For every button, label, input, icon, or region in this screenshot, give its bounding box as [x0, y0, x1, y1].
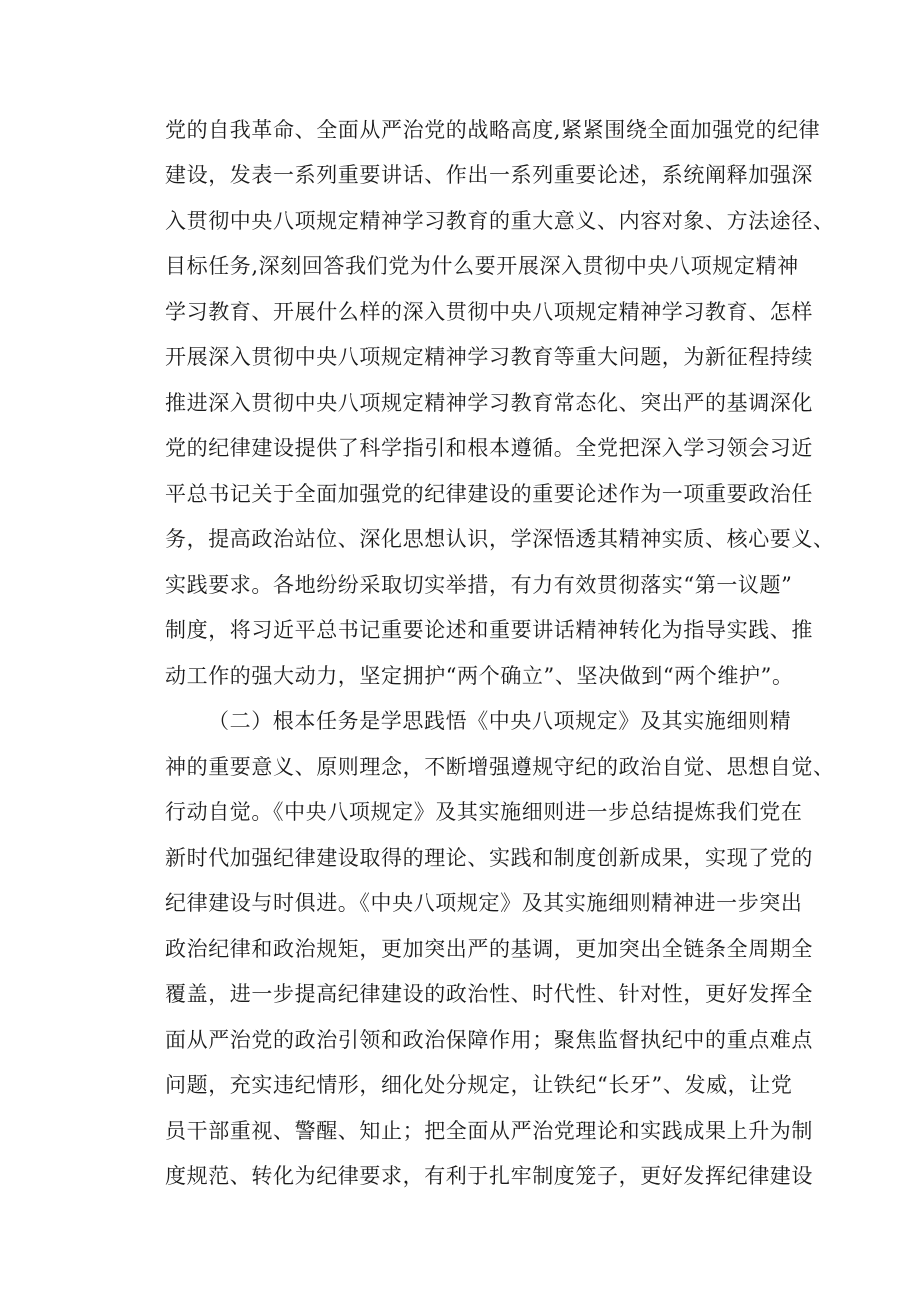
paragraph-line: 动工作的强大动力，坚定拥护“两个确立”、坚决做到“两个维护”。 — [165, 664, 794, 688]
paragraph-line: 学习教育、开展什么样的深入贯彻中央八项规定精神学习教育、怎样 — [165, 300, 813, 324]
paragraph-line: 度规范、转化为纪律要求，有利于扎牢制度笼子，更好发挥纪律建设 — [165, 1164, 813, 1188]
paragraph-line: 神的重要意义、原则理念，不断增强遵规守纪的政治自觉、思想自觉、 — [165, 755, 835, 779]
section-heading-line: （二）根本任务是学思践悟《中央八项规定》及其实施细则精 — [208, 709, 792, 733]
paragraph-line: 平总书记关于全面加强党的纪律建设的重要论述作为一项重要政治任 — [165, 482, 813, 506]
paragraph-line: 新时代加强纪律建设取得的理论、实践和制度创新成果，实现了党的 — [165, 846, 813, 870]
paragraph-line: 开展深入贯彻中央八项规定精神学习教育等重大问题，为新征程持续 — [165, 345, 813, 369]
paragraph-line: 员干部重视、警醒、知止；把全面从严治党理论和实践成果上升为制 — [165, 1119, 813, 1143]
paragraph-line: 行动自觉。《中央八项规定》及其实施细则进一步总结提炼我们党在 — [165, 800, 803, 824]
paragraph-line: 推进深入贯彻中央八项规定精神学习教育常态化、突出严的基调深化 — [165, 391, 813, 415]
paragraph-line: 问题，充实违纪情形，细化处分规定，让铁纪“长牙”、发威，让党 — [165, 1073, 793, 1097]
paragraph-line: 务，提高政治站位、深化思想认识，学深悟透其精神实质、核心要义、 — [165, 527, 835, 551]
paragraph-line: 政治纪律和政治规矩，更加突出严的基调，更加突出全链条全周期全 — [165, 937, 813, 961]
paragraph-line: 入贯彻中央八项规定精神学习教育的重大意义、内容对象、方法途径、 — [165, 209, 835, 233]
paragraph-line: 党的自我革命、全面从严治党的战略高度,紧紧围绕全面加强党的纪律 — [165, 118, 821, 142]
paragraph-line: 建设，发表一系列重要讲话、作出一系列重要论述，系统阐释加强深 — [165, 163, 813, 187]
paragraph-line: 面从严治党的政治引领和政治保障作用；聚焦监督执纪中的重点难点 — [165, 1028, 813, 1052]
paragraph-line: 制度，将习近平总书记重要论述和重要讲话精神转化为指导实践、推 — [165, 618, 813, 642]
paragraph-line: 目标任务,深刻回答我们党为什么要开展深入贯彻中央八项规定精神 — [165, 254, 799, 278]
paragraph-line: 党的纪律建设提供了科学指引和根本遵循。全党把深入学习领会习近 — [165, 436, 813, 460]
paragraph-line: 实践要求。各地纷纷采取切实举措，有力有效贯彻落实“第一议题” — [165, 573, 793, 597]
paragraph-line: 覆盖，进一步提高纪律建设的政治性、时代性、针对性，更好发挥全 — [165, 982, 813, 1006]
paragraph-line: 纪律建设与时俱进。《中央八项规定》及其实施细则精神进一步突出 — [165, 891, 803, 915]
